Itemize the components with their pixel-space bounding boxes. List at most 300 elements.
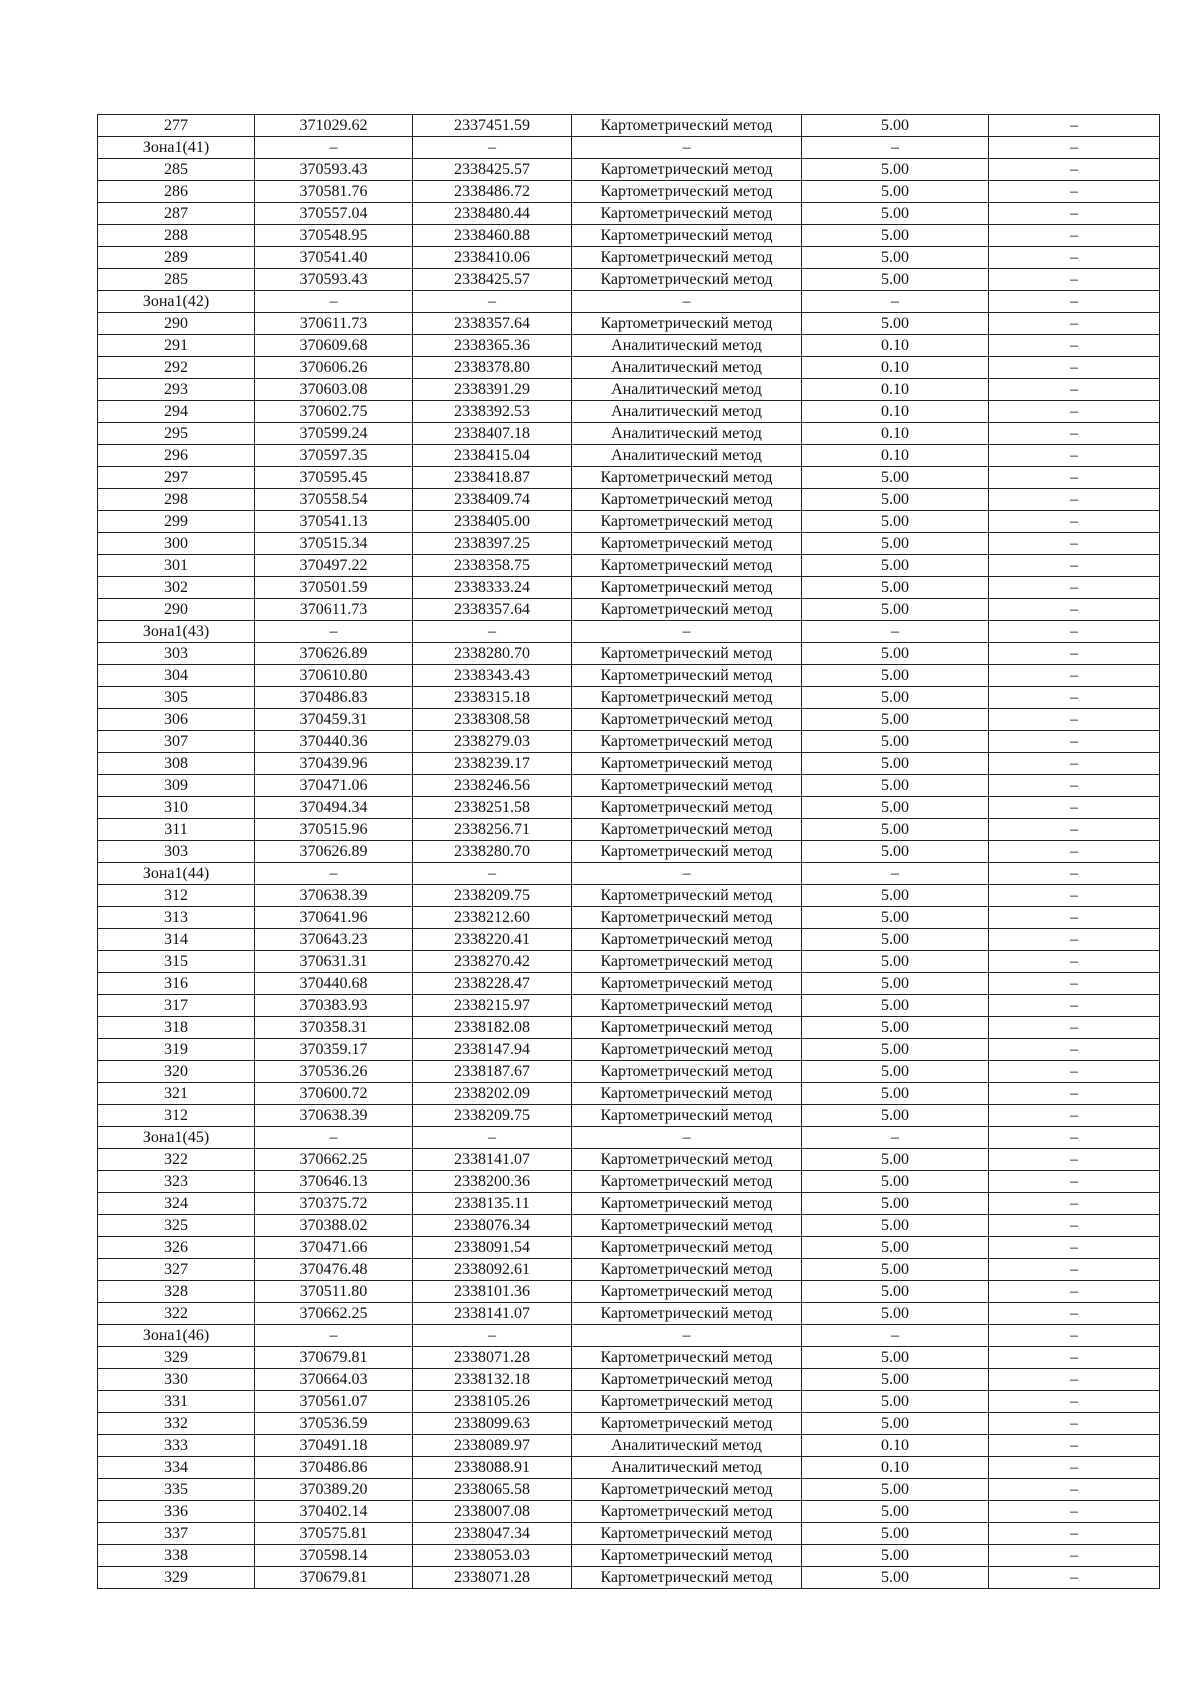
precision-cell: 5.00 bbox=[802, 511, 989, 533]
method-cell: Картометрический метод bbox=[572, 1083, 802, 1105]
method-cell: Картометрический метод bbox=[572, 1105, 802, 1127]
point-number-cell: 308 bbox=[98, 753, 255, 775]
note-cell: – bbox=[989, 467, 1160, 489]
point-number-cell: 328 bbox=[98, 1281, 255, 1303]
x-coordinate-cell: 370497.22 bbox=[255, 555, 413, 577]
point-number-cell: 320 bbox=[98, 1061, 255, 1083]
precision-cell: 5.00 bbox=[802, 665, 989, 687]
precision-cell: 0.10 bbox=[802, 423, 989, 445]
note-cell: – bbox=[989, 753, 1160, 775]
note-cell: – bbox=[989, 1061, 1160, 1083]
precision-cell: 5.00 bbox=[802, 159, 989, 181]
y-coordinate-cell: 2338101.36 bbox=[413, 1281, 572, 1303]
note-cell: – bbox=[989, 247, 1160, 269]
note-cell: – bbox=[989, 511, 1160, 533]
table-row bbox=[98, 357, 1160, 379]
table-row bbox=[98, 269, 1160, 291]
point-number-cell: 306 bbox=[98, 709, 255, 731]
x-coordinate-cell: 370501.59 bbox=[255, 577, 413, 599]
method-cell: Картометрический метод bbox=[572, 973, 802, 995]
precision-cell: 5.00 bbox=[802, 1083, 989, 1105]
table-row bbox=[98, 599, 1160, 621]
x-coordinate-cell: – bbox=[255, 291, 413, 313]
point-number-cell: 313 bbox=[98, 907, 255, 929]
precision-cell: 5.00 bbox=[802, 533, 989, 555]
note-cell: – bbox=[989, 973, 1160, 995]
note-cell: – bbox=[989, 401, 1160, 423]
precision-cell: 5.00 bbox=[802, 907, 989, 929]
y-coordinate-cell: – bbox=[413, 1127, 572, 1149]
x-coordinate-cell: 370662.25 bbox=[255, 1149, 413, 1171]
y-coordinate-cell: – bbox=[413, 137, 572, 159]
method-cell: – bbox=[572, 291, 802, 313]
precision-cell: 5.00 bbox=[802, 709, 989, 731]
point-number-cell: 296 bbox=[98, 445, 255, 467]
precision-cell: 5.00 bbox=[802, 995, 989, 1017]
method-cell: Картометрический метод bbox=[572, 467, 802, 489]
point-number-cell: 330 bbox=[98, 1369, 255, 1391]
precision-cell: 5.00 bbox=[802, 203, 989, 225]
point-number-cell: 323 bbox=[98, 1171, 255, 1193]
table-row bbox=[98, 951, 1160, 973]
precision-cell: 5.00 bbox=[802, 599, 989, 621]
note-cell: – bbox=[989, 555, 1160, 577]
x-coordinate-cell: 370476.48 bbox=[255, 1259, 413, 1281]
table-row bbox=[98, 1523, 1160, 1545]
zone-header-row bbox=[98, 863, 1160, 885]
precision-cell: 5.00 bbox=[802, 797, 989, 819]
x-coordinate-cell: 370486.83 bbox=[255, 687, 413, 709]
point-number-cell: 317 bbox=[98, 995, 255, 1017]
note-cell: – bbox=[989, 1413, 1160, 1435]
point-number-cell: Зона1(42) bbox=[98, 291, 255, 313]
x-coordinate-cell: 370511.80 bbox=[255, 1281, 413, 1303]
note-cell: – bbox=[989, 533, 1160, 555]
precision-cell: 5.00 bbox=[802, 1259, 989, 1281]
y-coordinate-cell: 2338251.58 bbox=[413, 797, 572, 819]
note-cell: – bbox=[989, 599, 1160, 621]
point-number-cell: 326 bbox=[98, 1237, 255, 1259]
note-cell: – bbox=[989, 489, 1160, 511]
point-number-cell: 305 bbox=[98, 687, 255, 709]
y-coordinate-cell: 2338135.11 bbox=[413, 1193, 572, 1215]
note-cell: – bbox=[989, 335, 1160, 357]
x-coordinate-cell: 370536.59 bbox=[255, 1413, 413, 1435]
x-coordinate-cell: – bbox=[255, 137, 413, 159]
precision-cell: 5.00 bbox=[802, 1413, 989, 1435]
table-row bbox=[98, 489, 1160, 511]
note-cell: – bbox=[989, 423, 1160, 445]
x-coordinate-cell: – bbox=[255, 621, 413, 643]
table-row bbox=[98, 665, 1160, 687]
point-number-cell: 332 bbox=[98, 1413, 255, 1435]
table-row bbox=[98, 841, 1160, 863]
y-coordinate-cell: 2338357.64 bbox=[413, 599, 572, 621]
table-row bbox=[98, 423, 1160, 445]
point-number-cell: 290 bbox=[98, 599, 255, 621]
y-coordinate-cell: 2338200.36 bbox=[413, 1171, 572, 1193]
precision-cell: – bbox=[802, 863, 989, 885]
note-cell: – bbox=[989, 1369, 1160, 1391]
method-cell: Картометрический метод bbox=[572, 313, 802, 335]
point-number-cell: 327 bbox=[98, 1259, 255, 1281]
method-cell: Картометрический метод bbox=[572, 555, 802, 577]
y-coordinate-cell: 2338270.42 bbox=[413, 951, 572, 973]
method-cell: Картометрический метод bbox=[572, 753, 802, 775]
method-cell: – bbox=[572, 137, 802, 159]
point-number-cell: 300 bbox=[98, 533, 255, 555]
note-cell: – bbox=[989, 1501, 1160, 1523]
point-number-cell: 294 bbox=[98, 401, 255, 423]
x-coordinate-cell: 370662.25 bbox=[255, 1303, 413, 1325]
table-row bbox=[98, 1457, 1160, 1479]
y-coordinate-cell: 2338065.58 bbox=[413, 1479, 572, 1501]
precision-cell: 5.00 bbox=[802, 1061, 989, 1083]
x-coordinate-cell: 370599.24 bbox=[255, 423, 413, 445]
x-coordinate-cell: 370598.14 bbox=[255, 1545, 413, 1567]
coordinates-table bbox=[97, 114, 1160, 1589]
note-cell: – bbox=[989, 775, 1160, 797]
y-coordinate-cell: 2338391.29 bbox=[413, 379, 572, 401]
zone-header-row bbox=[98, 137, 1160, 159]
method-cell: Картометрический метод bbox=[572, 1413, 802, 1435]
precision-cell: 5.00 bbox=[802, 1303, 989, 1325]
table-row bbox=[98, 885, 1160, 907]
y-coordinate-cell: 2338220.41 bbox=[413, 929, 572, 951]
precision-cell: 5.00 bbox=[802, 467, 989, 489]
method-cell: Картометрический метод bbox=[572, 269, 802, 291]
table-row bbox=[98, 973, 1160, 995]
point-number-cell: 321 bbox=[98, 1083, 255, 1105]
note-cell: – bbox=[989, 1347, 1160, 1369]
point-number-cell: 312 bbox=[98, 1105, 255, 1127]
x-coordinate-cell: 370402.14 bbox=[255, 1501, 413, 1523]
method-cell: Картометрический метод bbox=[572, 1501, 802, 1523]
point-number-cell: 288 bbox=[98, 225, 255, 247]
table-row bbox=[98, 753, 1160, 775]
point-number-cell: 285 bbox=[98, 269, 255, 291]
table-row bbox=[98, 335, 1160, 357]
note-cell: – bbox=[989, 841, 1160, 863]
note-cell: – bbox=[989, 1171, 1160, 1193]
table-row bbox=[98, 401, 1160, 423]
point-number-cell: Зона1(46) bbox=[98, 1325, 255, 1347]
precision-cell: 5.00 bbox=[802, 555, 989, 577]
point-number-cell: 290 bbox=[98, 313, 255, 335]
precision-cell: 5.00 bbox=[802, 1523, 989, 1545]
x-coordinate-cell: 370358.31 bbox=[255, 1017, 413, 1039]
point-number-cell: 333 bbox=[98, 1435, 255, 1457]
point-number-cell: 314 bbox=[98, 929, 255, 951]
note-cell: – bbox=[989, 665, 1160, 687]
precision-cell: 5.00 bbox=[802, 1017, 989, 1039]
y-coordinate-cell: 2337451.59 bbox=[413, 115, 572, 137]
note-cell: – bbox=[989, 885, 1160, 907]
note-cell: – bbox=[989, 291, 1160, 313]
precision-cell: 5.00 bbox=[802, 115, 989, 137]
precision-cell: 5.00 bbox=[802, 1215, 989, 1237]
method-cell: Картометрический метод bbox=[572, 225, 802, 247]
table-row bbox=[98, 225, 1160, 247]
point-number-cell: 311 bbox=[98, 819, 255, 841]
zone-header-row bbox=[98, 621, 1160, 643]
table-row bbox=[98, 379, 1160, 401]
note-cell: – bbox=[989, 1303, 1160, 1325]
table-row bbox=[98, 1215, 1160, 1237]
table-row bbox=[98, 467, 1160, 489]
note-cell: – bbox=[989, 1523, 1160, 1545]
x-coordinate-cell: 370610.80 bbox=[255, 665, 413, 687]
table-row bbox=[98, 247, 1160, 269]
method-cell: Картометрический метод bbox=[572, 995, 802, 1017]
method-cell: Картометрический метод bbox=[572, 1523, 802, 1545]
x-coordinate-cell: 370375.72 bbox=[255, 1193, 413, 1215]
note-cell: – bbox=[989, 1259, 1160, 1281]
table-row bbox=[98, 511, 1160, 533]
note-cell: – bbox=[989, 1545, 1160, 1567]
point-number-cell: 297 bbox=[98, 467, 255, 489]
y-coordinate-cell: 2338132.18 bbox=[413, 1369, 572, 1391]
x-coordinate-cell: 370597.35 bbox=[255, 445, 413, 467]
method-cell: Аналитический метод bbox=[572, 1435, 802, 1457]
note-cell: – bbox=[989, 709, 1160, 731]
method-cell: Аналитический метод bbox=[572, 401, 802, 423]
precision-cell: 5.00 bbox=[802, 1281, 989, 1303]
method-cell: Картометрический метод bbox=[572, 1149, 802, 1171]
x-coordinate-cell: 370491.18 bbox=[255, 1435, 413, 1457]
x-coordinate-cell: – bbox=[255, 863, 413, 885]
y-coordinate-cell: 2338280.70 bbox=[413, 643, 572, 665]
method-cell: Картометрический метод bbox=[572, 1193, 802, 1215]
table-row bbox=[98, 643, 1160, 665]
point-number-cell: 322 bbox=[98, 1303, 255, 1325]
point-number-cell: 291 bbox=[98, 335, 255, 357]
y-coordinate-cell: 2338091.54 bbox=[413, 1237, 572, 1259]
x-coordinate-cell: 370593.43 bbox=[255, 159, 413, 181]
x-coordinate-cell: 371029.62 bbox=[255, 115, 413, 137]
precision-cell: 5.00 bbox=[802, 225, 989, 247]
note-cell: – bbox=[989, 1281, 1160, 1303]
x-coordinate-cell: 370641.96 bbox=[255, 907, 413, 929]
table-row bbox=[98, 1061, 1160, 1083]
method-cell: Аналитический метод bbox=[572, 445, 802, 467]
note-cell: – bbox=[989, 115, 1160, 137]
method-cell: Картометрический метод bbox=[572, 819, 802, 841]
table-row bbox=[98, 1545, 1160, 1567]
precision-cell: 5.00 bbox=[802, 951, 989, 973]
table-row bbox=[98, 907, 1160, 929]
y-coordinate-cell: 2338071.28 bbox=[413, 1567, 572, 1589]
method-cell: Аналитический метод bbox=[572, 357, 802, 379]
point-number-cell: 329 bbox=[98, 1567, 255, 1589]
x-coordinate-cell: 370638.39 bbox=[255, 885, 413, 907]
y-coordinate-cell: 2338425.57 bbox=[413, 159, 572, 181]
y-coordinate-cell: 2338405.00 bbox=[413, 511, 572, 533]
table-row bbox=[98, 1369, 1160, 1391]
table-row bbox=[98, 577, 1160, 599]
point-number-cell: 293 bbox=[98, 379, 255, 401]
y-coordinate-cell: 2338460.88 bbox=[413, 225, 572, 247]
y-coordinate-cell: 2338076.34 bbox=[413, 1215, 572, 1237]
y-coordinate-cell: 2338358.75 bbox=[413, 555, 572, 577]
method-cell: Картометрический метод bbox=[572, 1545, 802, 1567]
precision-cell: 5.00 bbox=[802, 687, 989, 709]
table-row bbox=[98, 1017, 1160, 1039]
method-cell: Картометрический метод bbox=[572, 1259, 802, 1281]
note-cell: – bbox=[989, 643, 1160, 665]
point-number-cell: 299 bbox=[98, 511, 255, 533]
method-cell: Картометрический метод bbox=[572, 665, 802, 687]
table-row bbox=[98, 555, 1160, 577]
y-coordinate-cell: 2338092.61 bbox=[413, 1259, 572, 1281]
note-cell: – bbox=[989, 357, 1160, 379]
method-cell: Картометрический метод bbox=[572, 687, 802, 709]
y-coordinate-cell: 2338215.97 bbox=[413, 995, 572, 1017]
note-cell: – bbox=[989, 203, 1160, 225]
precision-cell: – bbox=[802, 291, 989, 313]
y-coordinate-cell: 2338202.09 bbox=[413, 1083, 572, 1105]
zone-header-row bbox=[98, 1127, 1160, 1149]
table-row bbox=[98, 1347, 1160, 1369]
table-row bbox=[98, 709, 1160, 731]
zone-header-row bbox=[98, 291, 1160, 313]
note-cell: – bbox=[989, 1567, 1160, 1589]
precision-cell: 5.00 bbox=[802, 1391, 989, 1413]
table-row bbox=[98, 1039, 1160, 1061]
x-coordinate-cell: 370626.89 bbox=[255, 643, 413, 665]
precision-cell: 5.00 bbox=[802, 731, 989, 753]
method-cell: Картометрический метод bbox=[572, 1039, 802, 1061]
precision-cell: 5.00 bbox=[802, 247, 989, 269]
point-number-cell: 337 bbox=[98, 1523, 255, 1545]
method-cell: Картометрический метод bbox=[572, 1347, 802, 1369]
note-cell: – bbox=[989, 1457, 1160, 1479]
y-coordinate-cell: 2338392.53 bbox=[413, 401, 572, 423]
x-coordinate-cell: 370581.76 bbox=[255, 181, 413, 203]
point-number-cell: 324 bbox=[98, 1193, 255, 1215]
method-cell: Картометрический метод bbox=[572, 577, 802, 599]
y-coordinate-cell: 2338409.74 bbox=[413, 489, 572, 511]
table-row bbox=[98, 797, 1160, 819]
note-cell: – bbox=[989, 687, 1160, 709]
x-coordinate-cell: 370626.89 bbox=[255, 841, 413, 863]
method-cell: Аналитический метод bbox=[572, 379, 802, 401]
table-row bbox=[98, 1435, 1160, 1457]
y-coordinate-cell: 2338315.18 bbox=[413, 687, 572, 709]
method-cell: Картометрический метод bbox=[572, 1237, 802, 1259]
point-number-cell: 309 bbox=[98, 775, 255, 797]
method-cell: Картометрический метод bbox=[572, 1567, 802, 1589]
y-coordinate-cell: 2338415.04 bbox=[413, 445, 572, 467]
method-cell: Картометрический метод bbox=[572, 1369, 802, 1391]
x-coordinate-cell: 370440.36 bbox=[255, 731, 413, 753]
method-cell: Картометрический метод bbox=[572, 731, 802, 753]
y-coordinate-cell: 2338105.26 bbox=[413, 1391, 572, 1413]
point-number-cell: 303 bbox=[98, 643, 255, 665]
x-coordinate-cell: 370575.81 bbox=[255, 1523, 413, 1545]
method-cell: Картометрический метод bbox=[572, 159, 802, 181]
point-number-cell: Зона1(43) bbox=[98, 621, 255, 643]
x-coordinate-cell: 370536.26 bbox=[255, 1061, 413, 1083]
table-row bbox=[98, 1303, 1160, 1325]
point-number-cell: 307 bbox=[98, 731, 255, 753]
point-number-cell: 303 bbox=[98, 841, 255, 863]
method-cell: Картометрический метод bbox=[572, 1215, 802, 1237]
y-coordinate-cell: 2338212.60 bbox=[413, 907, 572, 929]
method-cell: Картометрический метод bbox=[572, 1303, 802, 1325]
method-cell: Картометрический метод bbox=[572, 599, 802, 621]
point-number-cell: 310 bbox=[98, 797, 255, 819]
y-coordinate-cell: 2338141.07 bbox=[413, 1303, 572, 1325]
point-number-cell: 287 bbox=[98, 203, 255, 225]
note-cell: – bbox=[989, 1083, 1160, 1105]
precision-cell: – bbox=[802, 1325, 989, 1347]
precision-cell: 5.00 bbox=[802, 1105, 989, 1127]
y-coordinate-cell: 2338343.43 bbox=[413, 665, 572, 687]
table-row bbox=[98, 687, 1160, 709]
method-cell: Картометрический метод bbox=[572, 1171, 802, 1193]
y-coordinate-cell: 2338182.08 bbox=[413, 1017, 572, 1039]
table-row bbox=[98, 1501, 1160, 1523]
note-cell: – bbox=[989, 797, 1160, 819]
precision-cell: 0.10 bbox=[802, 1435, 989, 1457]
table-row bbox=[98, 819, 1160, 841]
precision-cell: 0.10 bbox=[802, 357, 989, 379]
precision-cell: 5.00 bbox=[802, 841, 989, 863]
x-coordinate-cell: 370643.23 bbox=[255, 929, 413, 951]
note-cell: – bbox=[989, 137, 1160, 159]
note-cell: – bbox=[989, 1215, 1160, 1237]
y-coordinate-cell: 2338256.71 bbox=[413, 819, 572, 841]
note-cell: – bbox=[989, 181, 1160, 203]
note-cell: – bbox=[989, 621, 1160, 643]
x-coordinate-cell: 370664.03 bbox=[255, 1369, 413, 1391]
point-number-cell: 315 bbox=[98, 951, 255, 973]
x-coordinate-cell: 370515.34 bbox=[255, 533, 413, 555]
table-row bbox=[98, 1105, 1160, 1127]
precision-cell: 5.00 bbox=[802, 1237, 989, 1259]
table-row bbox=[98, 181, 1160, 203]
table-row bbox=[98, 1237, 1160, 1259]
x-coordinate-cell: 370459.31 bbox=[255, 709, 413, 731]
y-coordinate-cell: 2338047.34 bbox=[413, 1523, 572, 1545]
method-cell: Картометрический метод bbox=[572, 1281, 802, 1303]
note-cell: – bbox=[989, 1149, 1160, 1171]
y-coordinate-cell: 2338486.72 bbox=[413, 181, 572, 203]
method-cell: Картометрический метод bbox=[572, 797, 802, 819]
note-cell: – bbox=[989, 1039, 1160, 1061]
method-cell: Картометрический метод bbox=[572, 1479, 802, 1501]
x-coordinate-cell: 370388.02 bbox=[255, 1215, 413, 1237]
table-row bbox=[98, 995, 1160, 1017]
precision-cell: 5.00 bbox=[802, 775, 989, 797]
y-coordinate-cell: 2338333.24 bbox=[413, 577, 572, 599]
x-coordinate-cell: – bbox=[255, 1127, 413, 1149]
x-coordinate-cell: 370515.96 bbox=[255, 819, 413, 841]
table-row bbox=[98, 533, 1160, 555]
method-cell: Картометрический метод bbox=[572, 907, 802, 929]
y-coordinate-cell: 2338365.36 bbox=[413, 335, 572, 357]
precision-cell: 5.00 bbox=[802, 643, 989, 665]
note-cell: – bbox=[989, 1017, 1160, 1039]
precision-cell: 5.00 bbox=[802, 1347, 989, 1369]
y-coordinate-cell: 2338397.25 bbox=[413, 533, 572, 555]
y-coordinate-cell: – bbox=[413, 863, 572, 885]
table-row bbox=[98, 1567, 1160, 1589]
table-row bbox=[98, 929, 1160, 951]
note-cell: – bbox=[989, 951, 1160, 973]
method-cell: Картометрический метод bbox=[572, 951, 802, 973]
